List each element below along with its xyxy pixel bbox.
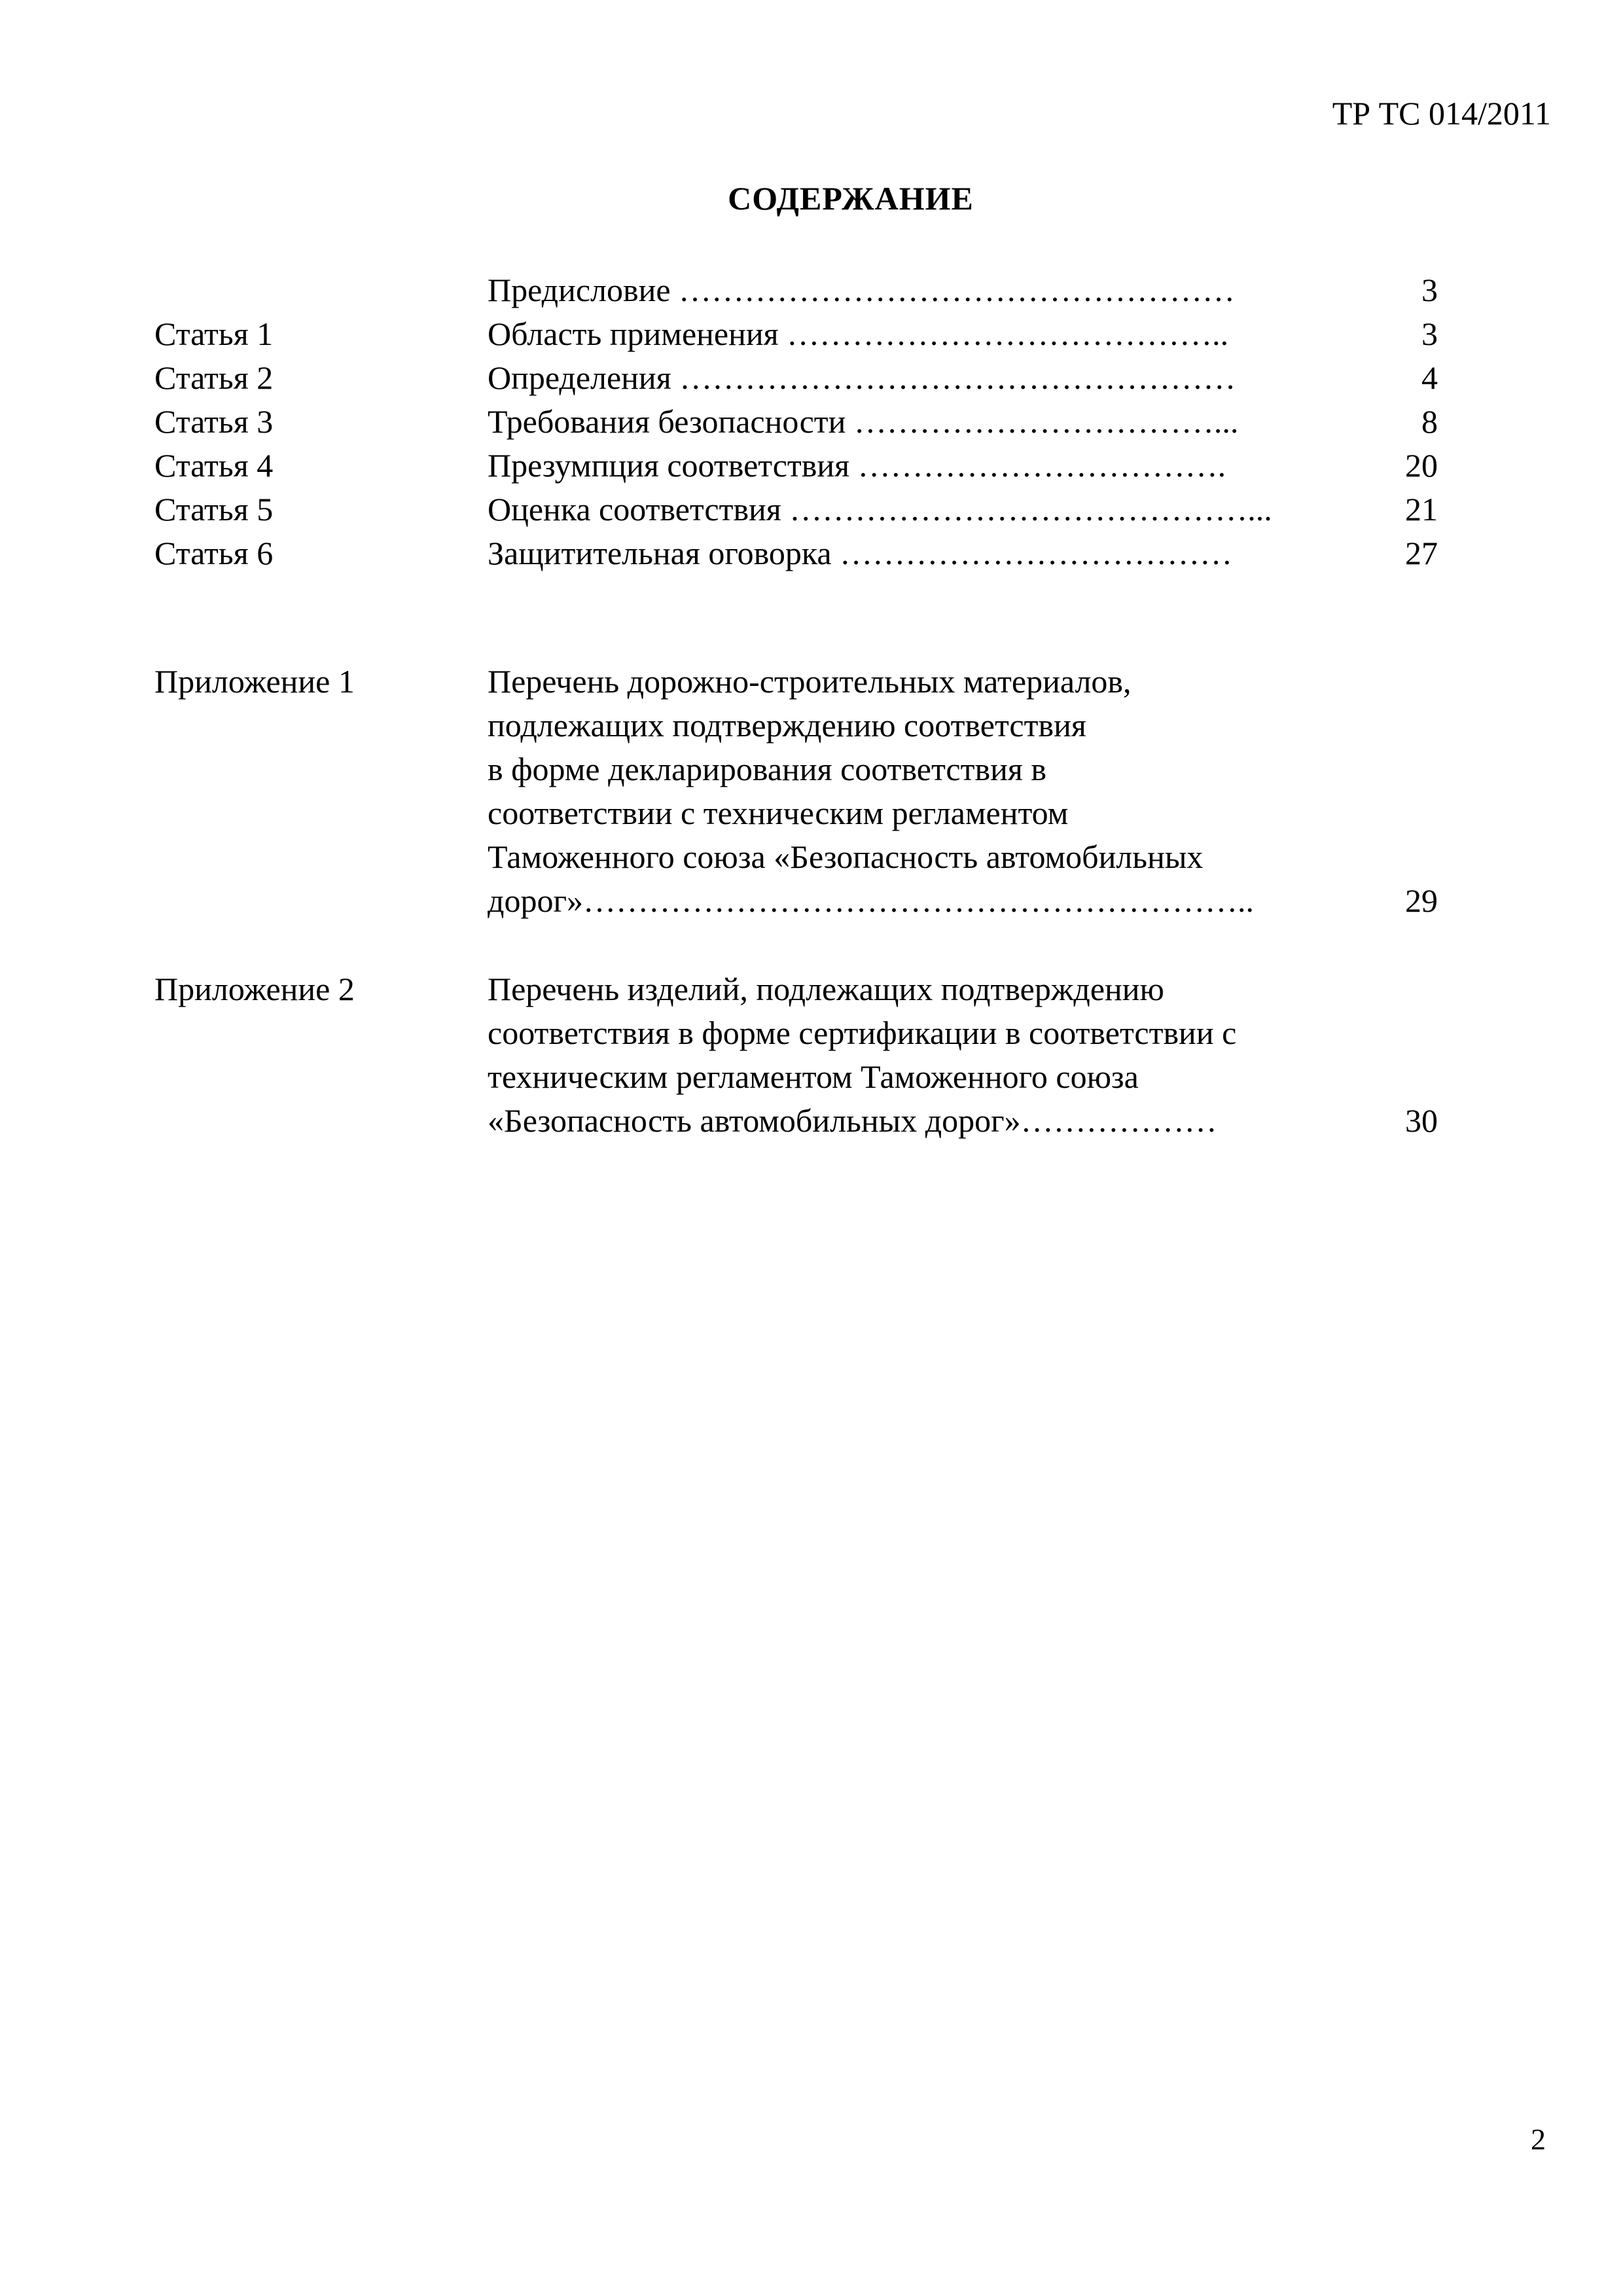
toc-entry-text [488,660,1410,923]
toc-entry-line: дорог»…………………………………………………….. [488,882,1254,919]
toc-title [0,182,1623,215]
toc-entry-line: соответствии с техническим регламентом [488,795,1069,831]
toc-title-text: СОДЕРЖАНИЕ [728,180,974,217]
toc-entry-label: Приложение 1 [154,663,355,700]
toc-entry-text [488,531,1410,575]
toc-entry-line: соответствия в форме сертификации в соответствии с [488,1014,1237,1051]
toc-entry-line: Определения …………………………………………… [488,359,1236,396]
toc-entry-line: Презумпция соответствия ……………………………. [488,447,1226,484]
toc-entry-line: Оценка соответствия ……………………………………... [488,491,1272,528]
page-number: 2 [1531,2123,1546,2156]
toc-entry-line: Перечень изделий, подлежащих подтверждению [488,971,1164,1007]
toc-entry-line: «Безопасность автомобильных дорог»……………… [488,1102,1217,1139]
toc-entry-page: 20 [1405,447,1438,484]
toc-entry-text [488,967,1410,1143]
toc-entry-page: 8 [1421,403,1438,440]
toc-entry-page: 30 [1405,1102,1438,1139]
toc-entry-line: Предисловие …………………………………………… [488,272,1236,308]
toc-entry-label: Статья 5 [154,491,274,528]
toc-entry-line: техническим регламентом Таможенного союза [488,1058,1139,1095]
toc-entry-page: 3 [1421,272,1438,308]
toc-entry-label: Приложение 2 [154,971,355,1007]
toc-entry-text [488,400,1410,444]
toc-entry-line: Область применения ………………………………….. [488,315,1229,352]
toc-entry-label: Статья 1 [154,315,274,352]
toc-entry-text [488,312,1410,356]
toc-entry-line: подлежащих подтверждению соответствия [488,707,1086,744]
toc-entry-label: Статья 4 [154,447,274,484]
toc-entry-line: Требования безопасности ……………………………... [488,403,1239,440]
toc-entry-text [488,268,1410,312]
document-id: ТР ТС 014/2011 [1332,95,1551,132]
toc-entry-line: Защитительная оговорка ……………………………… [488,535,1233,571]
toc-entry-label: Статья 3 [154,403,274,440]
toc-entry-line: Таможенного союза «Безопасность автомобильных [488,838,1204,875]
toc-entry-page: 29 [1405,882,1438,919]
toc-entry-text [488,444,1410,488]
toc-entry-text [488,356,1410,400]
toc-entry-line: Перечень дорожно-строительных материалов, [488,663,1132,700]
toc-entry-page: 27 [1405,535,1438,571]
toc-entry-page: 4 [1421,359,1438,396]
toc-entry-label: Статья 2 [154,359,274,396]
toc-entry-line: в форме декларирования соответствия в [488,751,1046,787]
toc-entry-text [488,488,1410,531]
toc-entry-label: Статья 6 [154,535,274,571]
toc-entry-page: 21 [1405,491,1438,528]
toc-entry-page: 3 [1421,315,1438,352]
